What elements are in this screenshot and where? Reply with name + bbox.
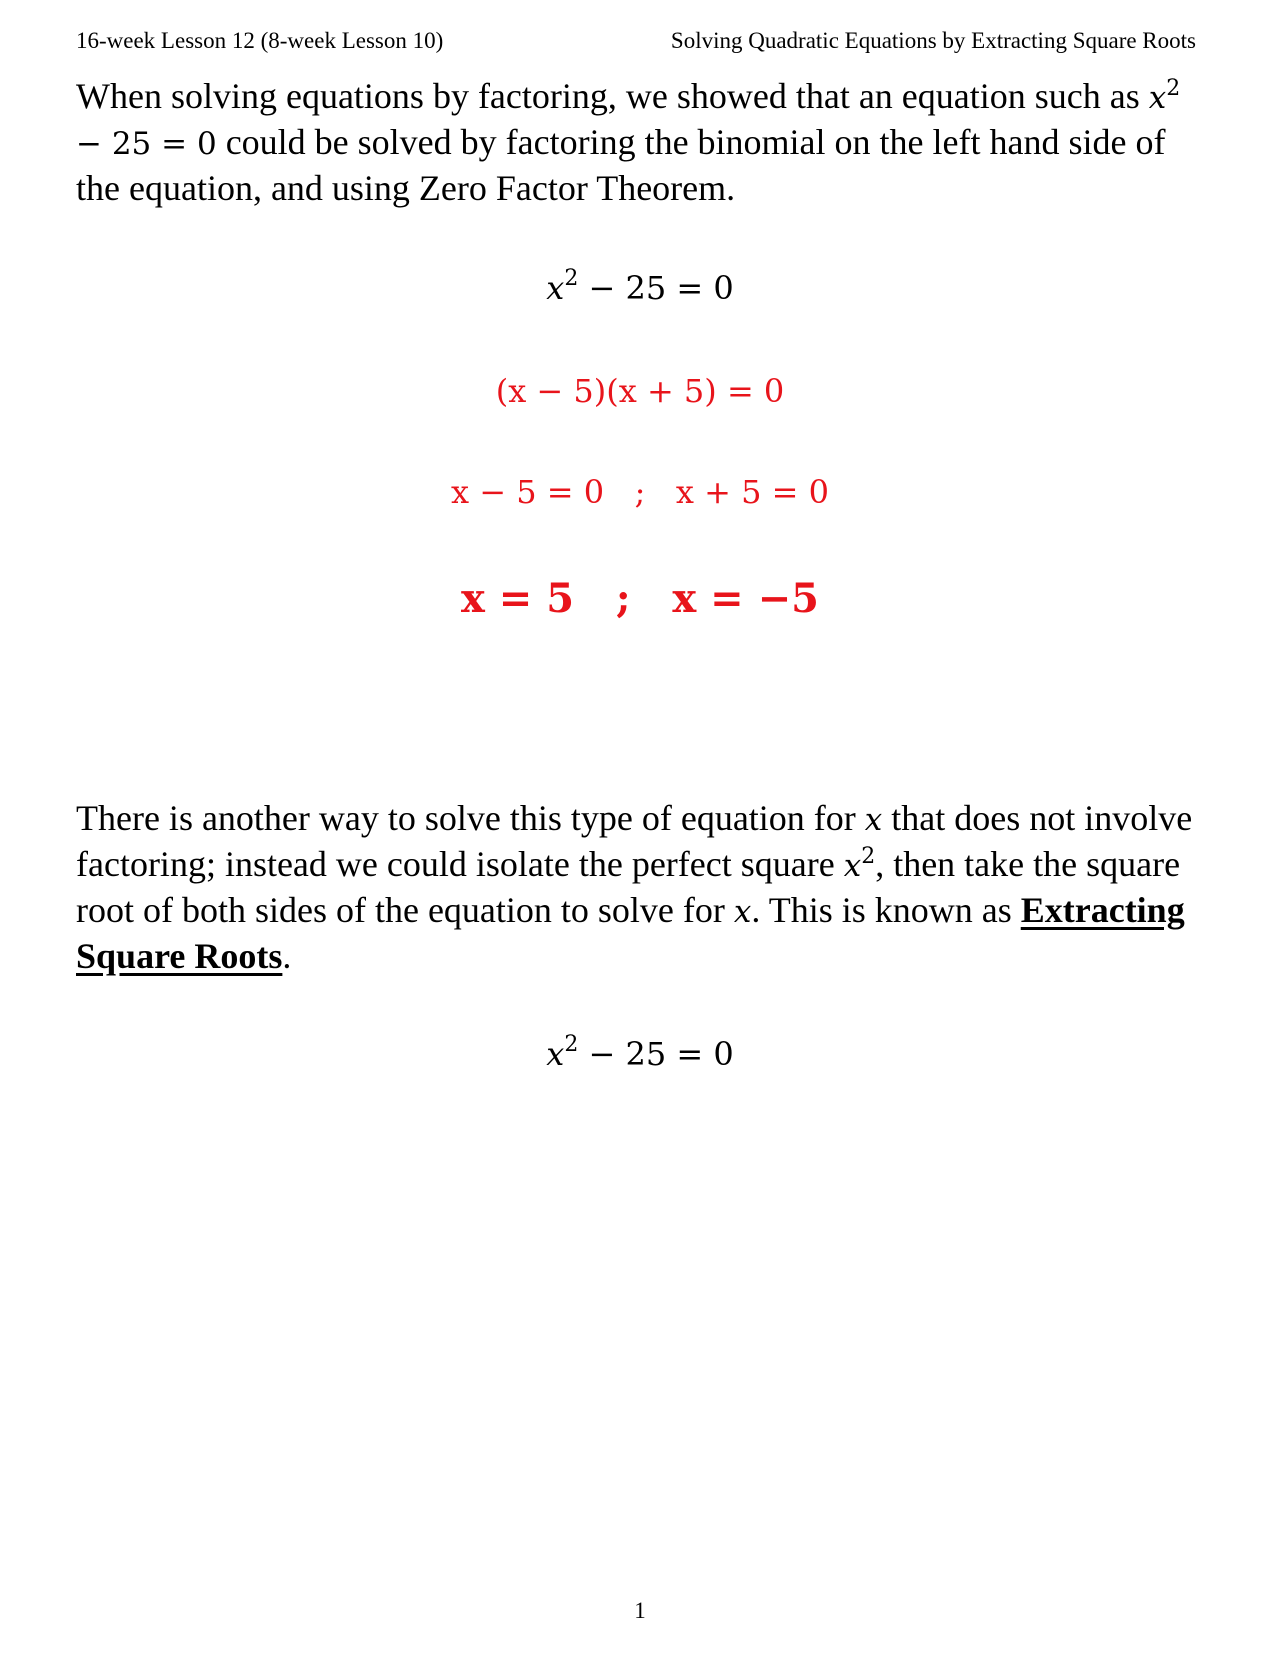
method-var-3: x bbox=[733, 894, 752, 930]
intro-eq-variable: x bbox=[1148, 80, 1167, 116]
example2-eq-rest: − 25 = 0 bbox=[578, 1035, 734, 1073]
example1-eq-variable: x bbox=[546, 269, 565, 307]
method-text-5: . bbox=[282, 936, 292, 976]
example2-original-equation bbox=[0, 1034, 1280, 1074]
example1-eq-rest: − 25 = 0 bbox=[578, 269, 734, 307]
example1-original-equation bbox=[0, 268, 1280, 308]
intro-paragraph bbox=[76, 74, 1206, 210]
example1-eq-exponent: 2 bbox=[564, 266, 579, 291]
header-lesson-label: 16-week Lesson 12 (8-week Lesson 10) bbox=[76, 28, 444, 53]
method-inline-square bbox=[843, 844, 876, 884]
method-text-2: that does not involve factoring; instead we could isolate the perfect square bbox=[76, 798, 1193, 884]
intro-eq-exponent: 2 bbox=[1166, 76, 1181, 101]
method-var-1: x bbox=[864, 802, 883, 838]
method-text-4: . This is known as bbox=[751, 890, 1021, 930]
example2-eq-exponent: 2 bbox=[564, 1032, 579, 1057]
intro-text-2: could be solved by factoring the binomial on the left hand side of the equation, and using Zero Factor Theorem. bbox=[76, 122, 1166, 208]
method-exponent-2: 2 bbox=[861, 844, 876, 869]
method-text-3: , then take the square root of both sides of the equation to solve for bbox=[76, 844, 1181, 930]
header-topic-title: Solving Quadratic Equations by Extracting Square Roots bbox=[670, 28, 1196, 53]
method-var-2: x bbox=[843, 848, 862, 884]
intro-text-1: When solving equations by factoring, we showed that an equation such as bbox=[76, 76, 1149, 116]
extracting-square-roots-term: Extracting Square Roots bbox=[76, 890, 1185, 976]
method-text-1: There is another way to solve this type of equation for bbox=[76, 798, 865, 838]
zero-factor-equations: x − 5 = 0 ; x + 5 = 0 bbox=[451, 473, 829, 511]
factored-equation: (x − 5)(x + 5) = 0 bbox=[495, 372, 785, 410]
method-paragraph bbox=[76, 796, 1206, 978]
intro-eq-rest: − 25 = 0 bbox=[76, 126, 217, 162]
example2-eq-variable: x bbox=[546, 1035, 565, 1073]
page-number: 1 bbox=[634, 1598, 646, 1623]
page-header bbox=[76, 28, 1196, 62]
solutions: x = 5 ; x = −5 bbox=[461, 575, 819, 622]
